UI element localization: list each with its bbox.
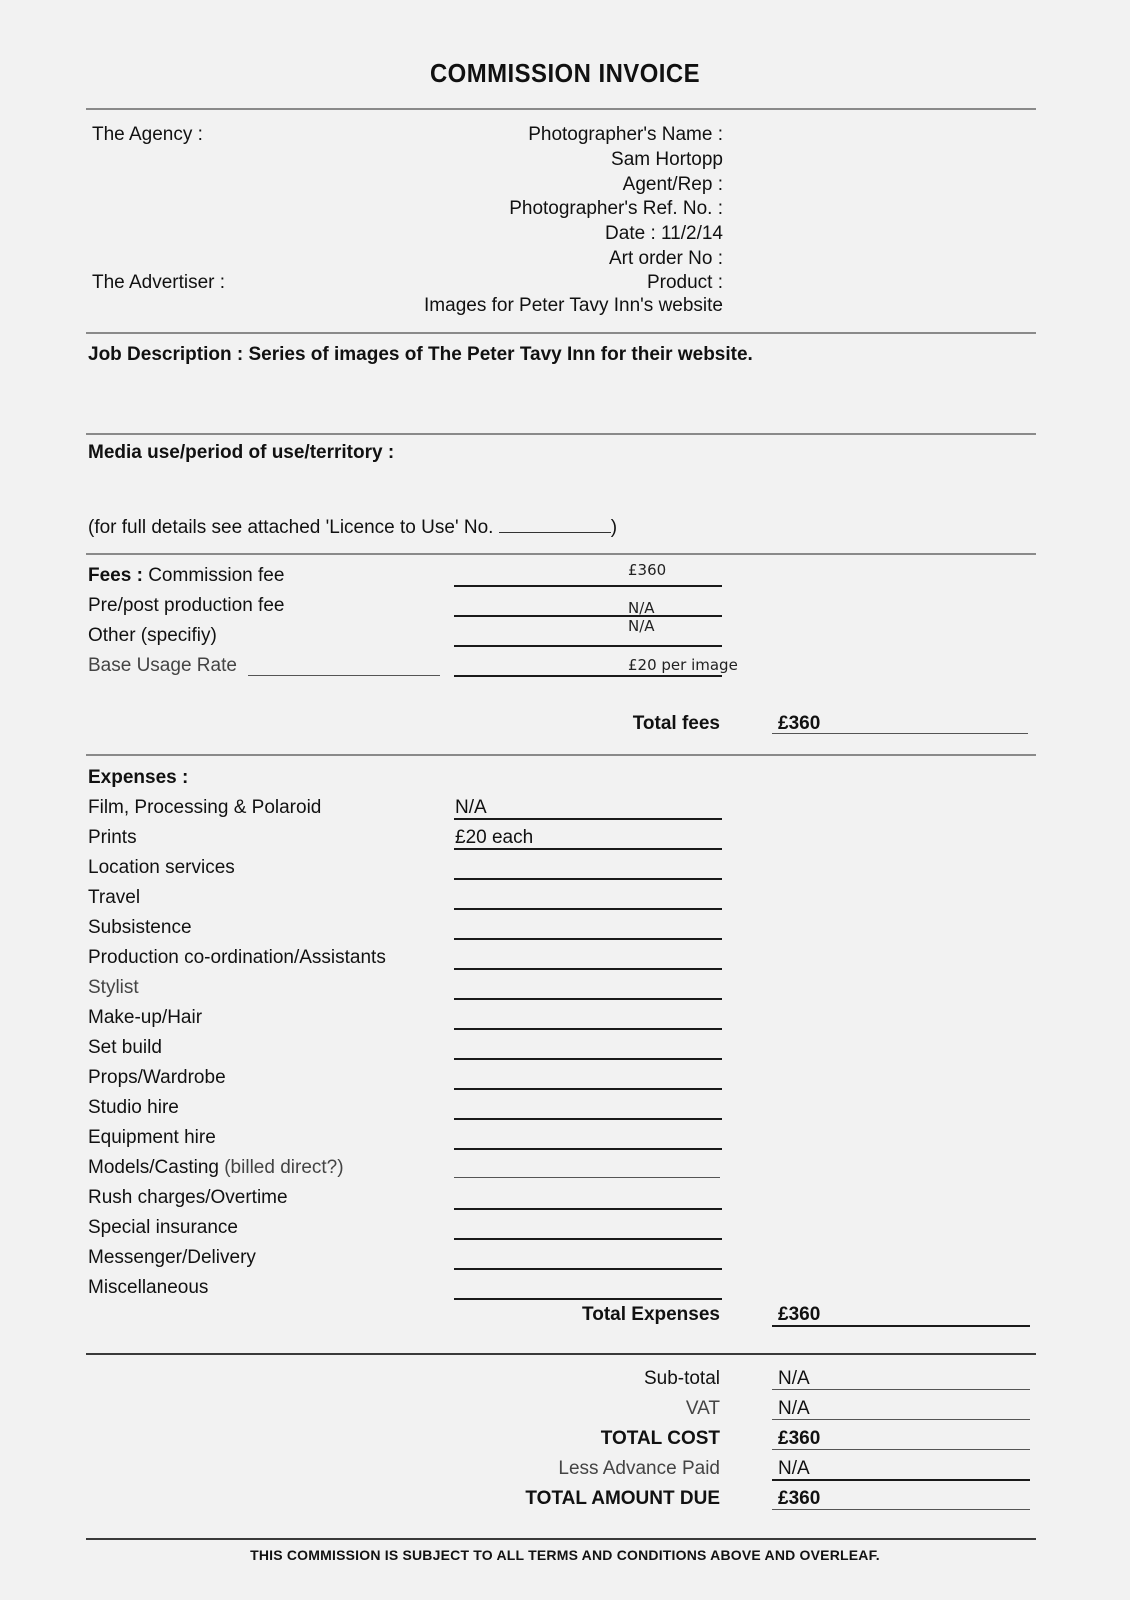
subtotal-line xyxy=(772,1389,1030,1390)
fee-commission-label: Fees : Commission fee xyxy=(88,565,285,586)
expense-location-line[interactable] xyxy=(454,878,722,880)
expense-messenger-label: Messenger/Delivery xyxy=(88,1247,256,1268)
divider xyxy=(86,1538,1036,1540)
expense-prints-value[interactable]: £20 each xyxy=(455,827,534,848)
advertiser-label: The Advertiser : xyxy=(92,272,226,293)
job-description-value: Series of images of The Peter Tavy Inn for their website. xyxy=(248,344,753,365)
total-cost-line xyxy=(772,1449,1030,1450)
fee-prepost-label: Pre/post production fee xyxy=(88,595,285,616)
agent-rep-label: Agent/Rep : xyxy=(622,174,723,195)
advance-paid-value[interactable]: N/A xyxy=(778,1458,810,1479)
expense-prints-line xyxy=(454,848,722,850)
expense-production-line[interactable] xyxy=(454,968,722,970)
total-fees-value[interactable]: £360 xyxy=(778,713,821,734)
fee-commission-value[interactable]: £360 xyxy=(628,561,667,579)
expense-rush-line[interactable] xyxy=(454,1208,722,1210)
expense-subsistence-line[interactable] xyxy=(454,938,722,940)
total-expenses-label: Total Expenses xyxy=(582,1304,720,1325)
expense-film-label: Film, Processing & Polaroid xyxy=(88,797,322,818)
agency-label: The Agency : xyxy=(92,124,203,145)
expenses-heading: Expenses : xyxy=(88,767,189,788)
expense-messenger-line[interactable] xyxy=(454,1268,722,1270)
expense-studio-label: Studio hire xyxy=(88,1097,179,1118)
expense-travel-line[interactable] xyxy=(454,908,722,910)
fee-base-usage-line xyxy=(454,675,722,677)
divider xyxy=(86,553,1036,555)
fee-other-line xyxy=(454,645,722,647)
total-fees-line xyxy=(772,733,1028,734)
job-description-label: Job Description : xyxy=(88,344,249,365)
licence-note: (for full details see attached 'Licence to Use' No. ) xyxy=(88,517,618,538)
expense-location-label: Location services xyxy=(88,857,235,878)
expense-insurance-line[interactable] xyxy=(454,1238,722,1240)
divider xyxy=(86,433,1036,435)
fee-prepost-line xyxy=(454,615,722,617)
ref-no-label: Photographer's Ref. No. : xyxy=(509,198,723,219)
document-title: COMMISSION INVOICE xyxy=(429,58,701,88)
divider xyxy=(86,1353,1036,1355)
total-expenses-value[interactable]: £360 xyxy=(778,1304,821,1325)
advance-paid-label: Less Advance Paid xyxy=(558,1458,720,1479)
media-use-label: Media use/period of use/territory : xyxy=(88,442,395,463)
expense-setbuild-line[interactable] xyxy=(454,1058,722,1060)
fee-base-usage-label: Base Usage Rate xyxy=(88,655,237,676)
expense-equipment-label: Equipment hire xyxy=(88,1127,216,1148)
expense-stylist-label: Stylist xyxy=(88,977,139,998)
divider xyxy=(86,108,1036,110)
total-cost-value[interactable]: £360 xyxy=(778,1428,821,1449)
expense-misc-label: Miscellaneous xyxy=(88,1277,209,1298)
terms-footer: THIS COMMISSION IS SUBJECT TO ALL TERMS AND CONDITIONS ABOVE AND OVERLEAF. xyxy=(250,1547,880,1563)
divider xyxy=(86,754,1036,756)
expense-props-line[interactable] xyxy=(454,1088,722,1090)
total-fees-label: Total fees xyxy=(632,713,720,734)
expense-film-value[interactable]: N/A xyxy=(455,797,487,818)
fee-other-value[interactable]: N/A xyxy=(628,617,655,635)
expense-rush-label: Rush charges/Overtime xyxy=(88,1187,288,1208)
divider xyxy=(86,332,1036,334)
expense-models-label: Models/Casting (billed direct?) xyxy=(88,1157,344,1178)
expense-travel-label: Travel xyxy=(88,887,141,908)
product-value: Images for Peter Tavy Inn's website xyxy=(424,295,723,316)
fee-base-usage-blank-line[interactable] xyxy=(248,675,440,676)
vat-label: VAT xyxy=(685,1398,720,1419)
fee-prepost-value[interactable]: N/A xyxy=(628,599,655,617)
fee-base-usage-value[interactable]: £20 per image xyxy=(628,656,738,674)
expense-production-label: Production co-ordination/Assistants xyxy=(88,947,386,968)
art-order-label: Art order No : xyxy=(608,248,723,269)
expense-prints-label: Prints xyxy=(88,827,137,848)
vat-line xyxy=(772,1419,1030,1420)
licence-number-field[interactable] xyxy=(499,518,611,533)
expense-subsistence-label: Subsistence xyxy=(88,917,192,938)
expense-setbuild-label: Set build xyxy=(88,1037,162,1058)
amount-due-value[interactable]: £360 xyxy=(778,1488,821,1509)
amount-due-line xyxy=(772,1509,1030,1510)
subtotal-value[interactable]: N/A xyxy=(778,1368,810,1389)
photographer-name-value: Sam Hortopp xyxy=(611,149,723,170)
expense-misc-line[interactable] xyxy=(454,1298,722,1300)
expense-equipment-line[interactable] xyxy=(454,1148,722,1150)
product-label: Product : xyxy=(646,272,723,293)
subtotal-label: Sub-total xyxy=(643,1368,720,1389)
job-description xyxy=(88,344,753,366)
total-cost-label: TOTAL COST xyxy=(600,1428,720,1449)
expense-film-line xyxy=(454,818,722,820)
expense-stylist-line[interactable] xyxy=(454,998,722,1000)
expense-studio-line[interactable] xyxy=(454,1118,722,1120)
expense-makeup-label: Make-up/Hair xyxy=(88,1007,203,1028)
fee-commission-line xyxy=(454,585,722,587)
date-label: Date : 11/2/14 xyxy=(605,223,723,244)
expense-models-line[interactable] xyxy=(454,1177,720,1178)
advance-paid-line xyxy=(772,1479,1030,1481)
expense-makeup-line[interactable] xyxy=(454,1028,722,1030)
vat-value[interactable]: N/A xyxy=(778,1398,810,1419)
expense-insurance-label: Special insurance xyxy=(88,1217,238,1238)
total-expenses-line xyxy=(772,1325,1030,1327)
photographer-name-label: Photographer's Name : xyxy=(528,124,723,145)
expense-props-label: Props/Wardrobe xyxy=(88,1067,226,1088)
amount-due-label: TOTAL AMOUNT DUE xyxy=(525,1488,720,1509)
fee-other-label: Other (specifiy) xyxy=(88,625,217,646)
